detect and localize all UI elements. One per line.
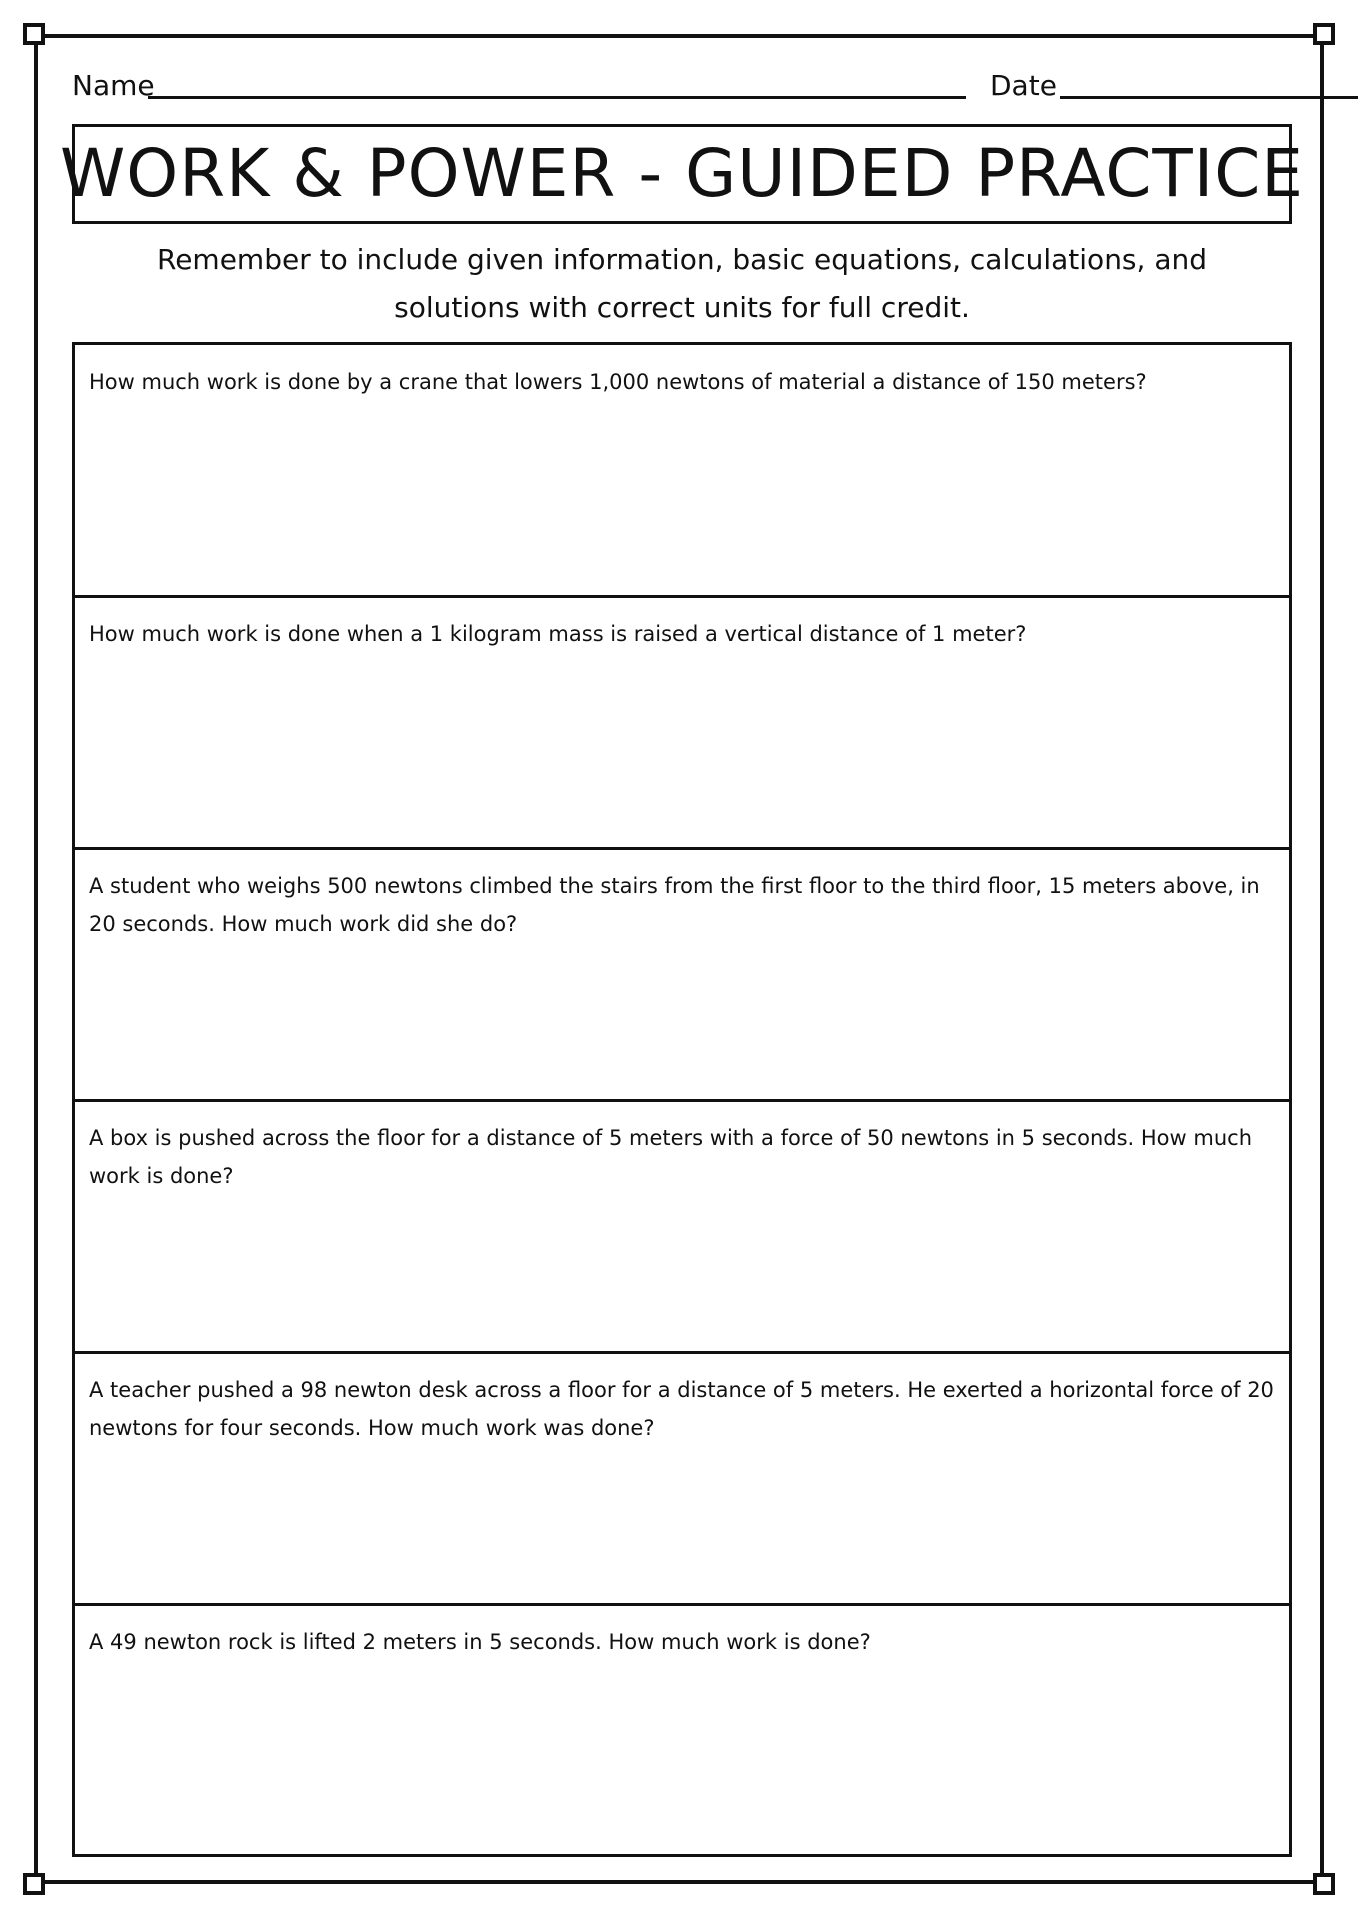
name-date-row <box>72 66 1292 106</box>
corner-square-bottom-right <box>1313 1873 1335 1895</box>
questions-table <box>72 342 1292 1857</box>
question-2: How much work is done when a 1 kilogram mass is raised a vertical distance of 1 meter? <box>89 622 1027 646</box>
corner-square-bottom-left <box>23 1873 45 1895</box>
title-box <box>60 124 1304 224</box>
name-field[interactable] <box>148 96 966 99</box>
date-field[interactable] <box>1060 96 1358 99</box>
question-6: A 49 newton rock is lifted 2 meters in 5 seconds. How much work is done? <box>89 1630 871 1654</box>
question-1: How much work is done by a crane that lowers 1,000 newtons of material a distance of 150 meters? <box>89 370 1147 394</box>
page-title: WORK & POWER - GUIDED PRACTICE <box>60 135 1304 212</box>
instructions: Remember to include given information, basic equations, calculations, and solutions with correct units for full credit. <box>157 243 1207 324</box>
question-3: A student who weighs 500 newtons climbed the stairs from the first floor to the third floor, 15 meters above, in 20 seconds. How much work did she do? <box>89 874 1260 936</box>
question-5: A teacher pushed a 98 newton desk across a floor for a distance of 5 meters. He exerted a horizontal force of 20 newtons for four seconds. How much work was done? <box>89 1378 1274 1440</box>
question-4: A box is pushed across the floor for a distance of 5 meters with a force of 50 newtons in 5 seconds. How much work is done? <box>89 1126 1252 1188</box>
corner-square-top-right <box>1313 23 1335 45</box>
corner-square-top-left <box>23 23 45 45</box>
name-label: Name <box>72 69 155 102</box>
date-label: Date <box>990 69 1057 102</box>
